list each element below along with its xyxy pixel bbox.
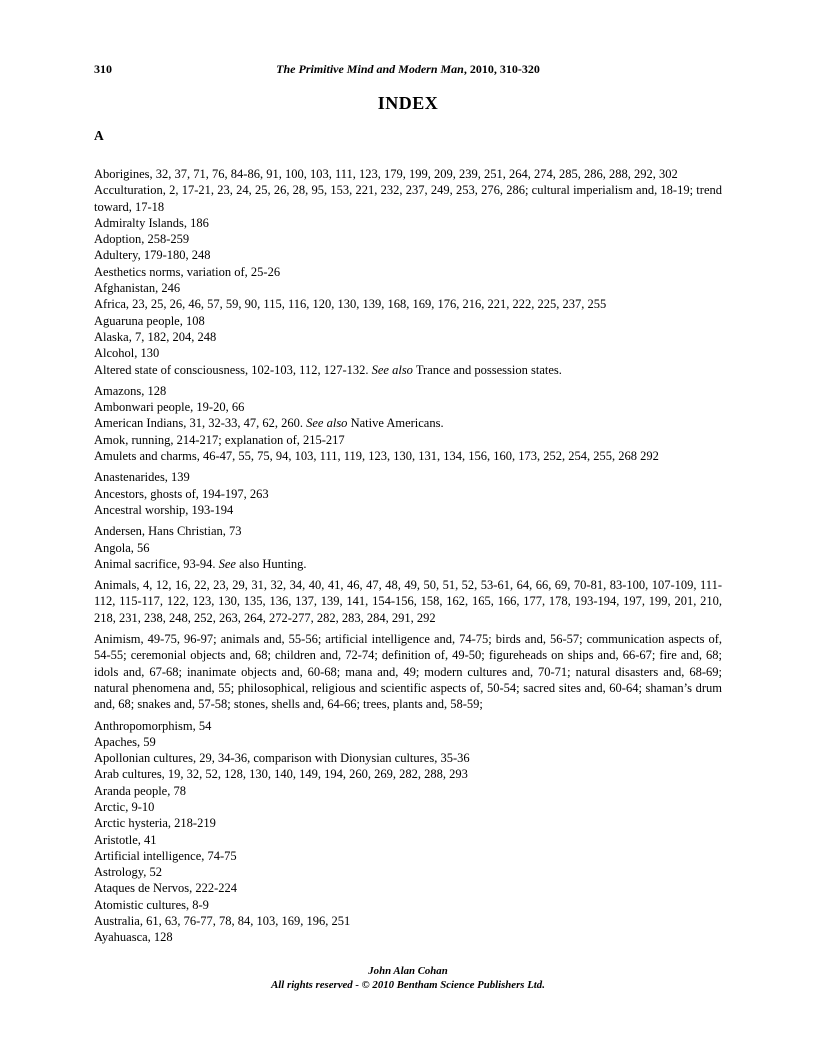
index-entry-text: Amok, running, 214-217; explanation of, 215-217 <box>94 432 345 447</box>
page-footer <box>0 965 816 992</box>
index-entry-text: Anthropomorphism, 54 <box>94 718 212 733</box>
index-entry-text: Andersen, Hans Christian, 73 <box>94 524 242 539</box>
index-entry-text: American Indians, 31, 32-33, 47, 62, 260. <box>94 416 307 431</box>
index-entry <box>94 897 722 913</box>
index-entry <box>94 383 722 399</box>
index-entry-text: Australia, 61, 63, 76-77, 78, 84, 103, 169, 196, 251 <box>94 914 351 929</box>
index-entry <box>94 182 722 215</box>
index-entry-text: Angola, 56 <box>94 540 150 555</box>
index-entry <box>94 913 722 929</box>
index-entry <box>94 362 722 378</box>
index-entry <box>94 880 722 896</box>
index-entry-text: Astrology, 52 <box>94 865 162 880</box>
index-entry <box>94 448 722 464</box>
index-entry-cross-reference: See also <box>306 416 348 431</box>
index-entry-text: Native Americans. <box>347 416 444 431</box>
index-entry <box>94 540 722 556</box>
index-entry <box>94 432 722 448</box>
section-letter-heading: A <box>94 128 104 143</box>
index-entry-text: Aborigines, 32, 37, 71, 76, 84-86, 91, 100, 103, 111, 123, 179, 199, 209, 239, 251, 264, 274, 285, 286, 288, 292, 302 <box>94 167 678 181</box>
index-entry <box>94 832 722 848</box>
index-entry-text: Adultery, 179-180, 248 <box>94 248 211 263</box>
index-entry <box>94 929 722 945</box>
index-entry-cross-reference: See also <box>371 362 413 377</box>
page-number: 310 <box>94 62 112 76</box>
index-entry-text: Africa, 23, 25, 26, 46, 57, 59, 90, 115, 116, 120, 130, 139, 168, 169, 176, 216, 221, 222, 225, 237, 255 <box>94 297 607 312</box>
index-entry-text: Animals, 4, 12, 16, 22, 23, 29, 31, 32, 34, 40, 41, 46, 47, 48, 49, 50, 51, 52, 53-61, 64, 66, 69, 70-81, 83-100, 107-109, 111-112, 115-117, 122, 123, 130, 135, 136, 137, 139, 141, 154-156, 158, 162, 165, 166, 177, 178, 193-194, 197, 199, 201, 210, 218, 231, 238, 248, 252, 263, 264, 272-277, 282, 283, 284, 291, 292 <box>94 578 722 625</box>
index-entry <box>94 469 722 485</box>
index-entry <box>94 783 722 799</box>
index-entry-text: Aesthetics norms, variation of, 25-26 <box>94 264 281 279</box>
index-entry <box>94 486 722 502</box>
index-entry-text: Acculturation, 2, 17-21, 23, 24, 25, 26, 28, 95, 153, 221, 232, 237, 249, 253, 276, 286; cultural imperialism and, 18-19; trend toward, 17-18 <box>94 183 722 214</box>
index-entry-text: Ancestors, ghosts of, 194-197, 263 <box>94 486 269 501</box>
index-entry-text: Amulets and charms, 46-47, 55, 75, 94, 103, 111, 119, 123, 130, 131, 134, 156, 160, 173, 252, 254, 255, 268 292 <box>94 449 659 464</box>
index-entry <box>94 556 722 572</box>
index-entry <box>94 399 722 415</box>
index-entry-text: Altered state of consciousness, 102-103, 112, 127-132. <box>94 362 372 377</box>
index-entry <box>94 264 722 280</box>
index-entry <box>94 247 722 263</box>
index-entry-text: Arctic hysteria, 218-219 <box>94 816 216 831</box>
index-entry-text: Alaska, 7, 182, 204, 248 <box>94 329 217 344</box>
index-entry-text: Ayahuasca, 128 <box>94 930 173 945</box>
index-entry <box>94 215 722 231</box>
running-title <box>94 62 722 76</box>
index-entry-text: Afghanistan, 246 <box>94 281 181 296</box>
index-entry <box>94 415 722 431</box>
index-entry-text: Aranda people, 78 <box>94 783 186 798</box>
index-entry <box>94 166 722 182</box>
footer-rights: All rights reserved - © 2010 Bentham Science Publishers Ltd. <box>271 978 545 991</box>
index-entries <box>94 166 722 946</box>
index-entry-text: Animism, 49-75, 96-97; animals and, 55-56; artificial intelligence and, 74-75; birds and, 56-57; communication aspects of, 54-55; ceremonial objects and, 68; children and, 72-74; definition of, 49-50; figureheads on ships and, 66-67; fire and, 68; idols and, 67-68; inanimate objects and, 60-68; mana and, 49; modern cultures and, 70-71; natural disasters and, 68-69; natural phenomena and, 55; philosophical, religious and scientific aspects of, 50-54; sacred sites and, 60-64; shaman’s drum and, 68; snakes and, 57-58; stones, shells and, 64-66; trees, plants and, 58-59; <box>94 632 722 712</box>
index-entry-text: Trance and possession states. <box>412 362 562 377</box>
index-entry-text: Ataques de Nervos, 222-224 <box>94 881 238 896</box>
index-entry <box>94 848 722 864</box>
index-entry <box>94 750 722 766</box>
index-entry <box>94 577 722 626</box>
index-entry <box>94 313 722 329</box>
index-entry-text: Apollonian cultures, 29, 34-36, comparison with Dionysian cultures, 35-36 <box>94 751 470 766</box>
index-entry <box>94 231 722 247</box>
index-entry <box>94 523 722 539</box>
index-entry <box>94 502 722 518</box>
index-entry-text: Adoption, 258-259 <box>94 232 190 247</box>
index-entry-text: Arctic, 9-10 <box>94 799 155 814</box>
index-entry <box>94 799 722 815</box>
running-title-suffix: , 2010, 310-320 <box>463 62 540 76</box>
index-entry-text: Animal sacrifice, 93-94. <box>94 556 219 571</box>
page-header <box>94 62 722 76</box>
page-title: INDEX <box>377 93 439 113</box>
index-entry-text: Arab cultures, 19, 32, 52, 128, 130, 140, 149, 194, 260, 269, 282, 288, 293 <box>94 767 468 782</box>
index-entry <box>94 766 722 782</box>
index-entry-text: Apaches, 59 <box>94 734 156 749</box>
index-entry-text: Aguaruna people, 108 <box>94 313 205 328</box>
index-entry-text: Aristotle, 41 <box>94 832 157 847</box>
index-entry-text: Alcohol, 130 <box>94 346 160 361</box>
running-title-book-name: The Primitive Mind and Modern Man <box>276 62 464 76</box>
index-entry <box>94 631 722 712</box>
index-entry <box>94 296 722 312</box>
index-entry <box>94 815 722 831</box>
index-entry-cross-reference: See <box>218 556 236 571</box>
index-entry-text: Amazons, 128 <box>94 383 167 398</box>
index-entry-text: also Hunting. <box>235 556 307 571</box>
index-entry-text: Ancestral worship, 193-194 <box>94 502 234 517</box>
index-entry <box>94 280 722 296</box>
index-entry <box>94 345 722 361</box>
index-entry-text: Anastenarides, 139 <box>94 470 190 485</box>
index-entry <box>94 718 722 734</box>
index-entry <box>94 329 722 345</box>
index-entry-text: Atomistic cultures, 8-9 <box>94 897 209 912</box>
footer-author: John Alan Cohan <box>368 965 448 977</box>
index-entry-text: Artificial intelligence, 74-75 <box>94 848 237 863</box>
index-entry-text: Ambonwari people, 19-20, 66 <box>94 400 245 415</box>
index-entry <box>94 864 722 880</box>
index-entry <box>94 734 722 750</box>
index-entry-text: Admiralty Islands, 186 <box>94 215 209 230</box>
